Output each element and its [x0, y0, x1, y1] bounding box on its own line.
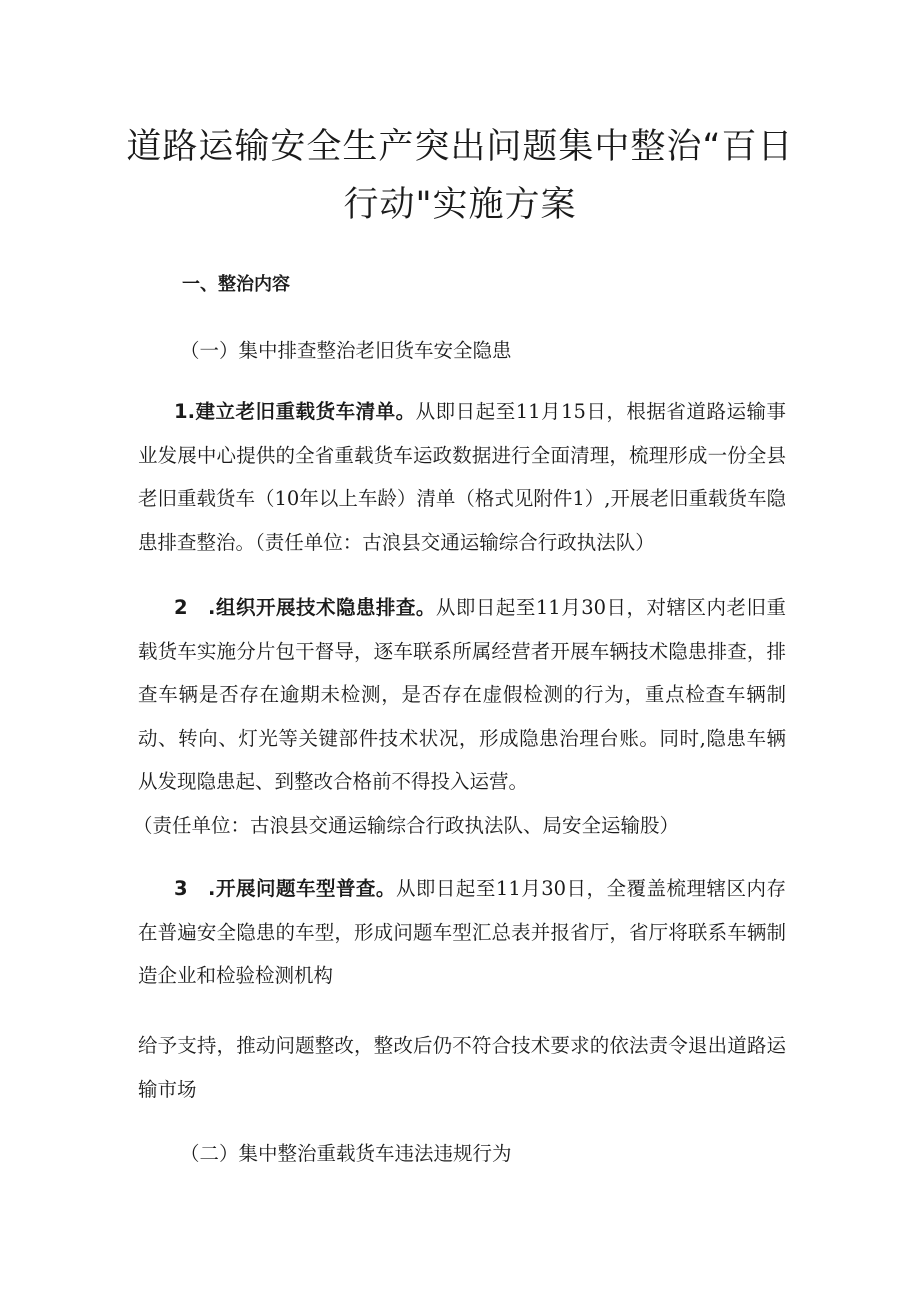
- item-3-label: 3 .开展问题车型普查。: [174, 877, 396, 900]
- item-2-responsibility: （责任单位：古浪县交通运输综合行政执法队、局安全运输股）: [133, 814, 680, 837]
- title-line-2: 行动"实施方案: [343, 185, 577, 225]
- subsection-heading-1: （一）集中排查整治老旧货车安全隐患: [180, 339, 512, 362]
- paragraph-item-3-continuation: 给予支持，推动问题整改，整改后仍不符合技术要求的依法责令退出道路运输市场: [138, 1034, 786, 1101]
- item-1-text: 从即日起至11月15日，根据省道路运输事业发展中心提供的全省重载货车运政数据进行全面清理，梳理形成一份全县老旧重载货车（10年以上车龄）清单（格式见附件1）,开展老旧重载货车隐患排查整治。（责任单位：古浪县交通运输综合行政执法队）: [138, 400, 786, 554]
- title-line-1: 道路运输安全生产突出问题集中整治“百日: [126, 127, 794, 167]
- subsection-heading-2: （二）集中整治重载货车违法违规行为: [180, 1142, 512, 1165]
- item-2-text: 从即日起至11月30日，对辖区内老旧重载货车实施分片包干督导，逐车联系所属经营者开展车辆技术隐患排查，排查车辆是否存在逾期未检测，是否存在虚假检测的行为，重点检查车辆制动、转向、灯光等关键部件技术状况，形成隐患治理台账。同时,隐患车辆从发现隐患起、到整改合格前不得投入运营。: [138, 596, 786, 793]
- document-title: [120, 118, 800, 234]
- item-1-label: 1.建立老旧重载货车清单。: [174, 400, 416, 423]
- item-2-label: 2 .组织开展技术隐患排查。: [174, 596, 436, 619]
- item-3-text: 从即日起至11月30日，全覆盖梳理辖区内存在普遍安全隐患的车型，形成问题车型汇总表并报省厅，省厅将联系车辆制造企业和检验检测机构: [138, 877, 786, 987]
- paragraph-item-2: [138, 586, 786, 804]
- paragraph-item-1: [138, 390, 786, 564]
- paragraph-item-3: [138, 867, 786, 998]
- section-heading: 一、整治内容: [182, 274, 290, 295]
